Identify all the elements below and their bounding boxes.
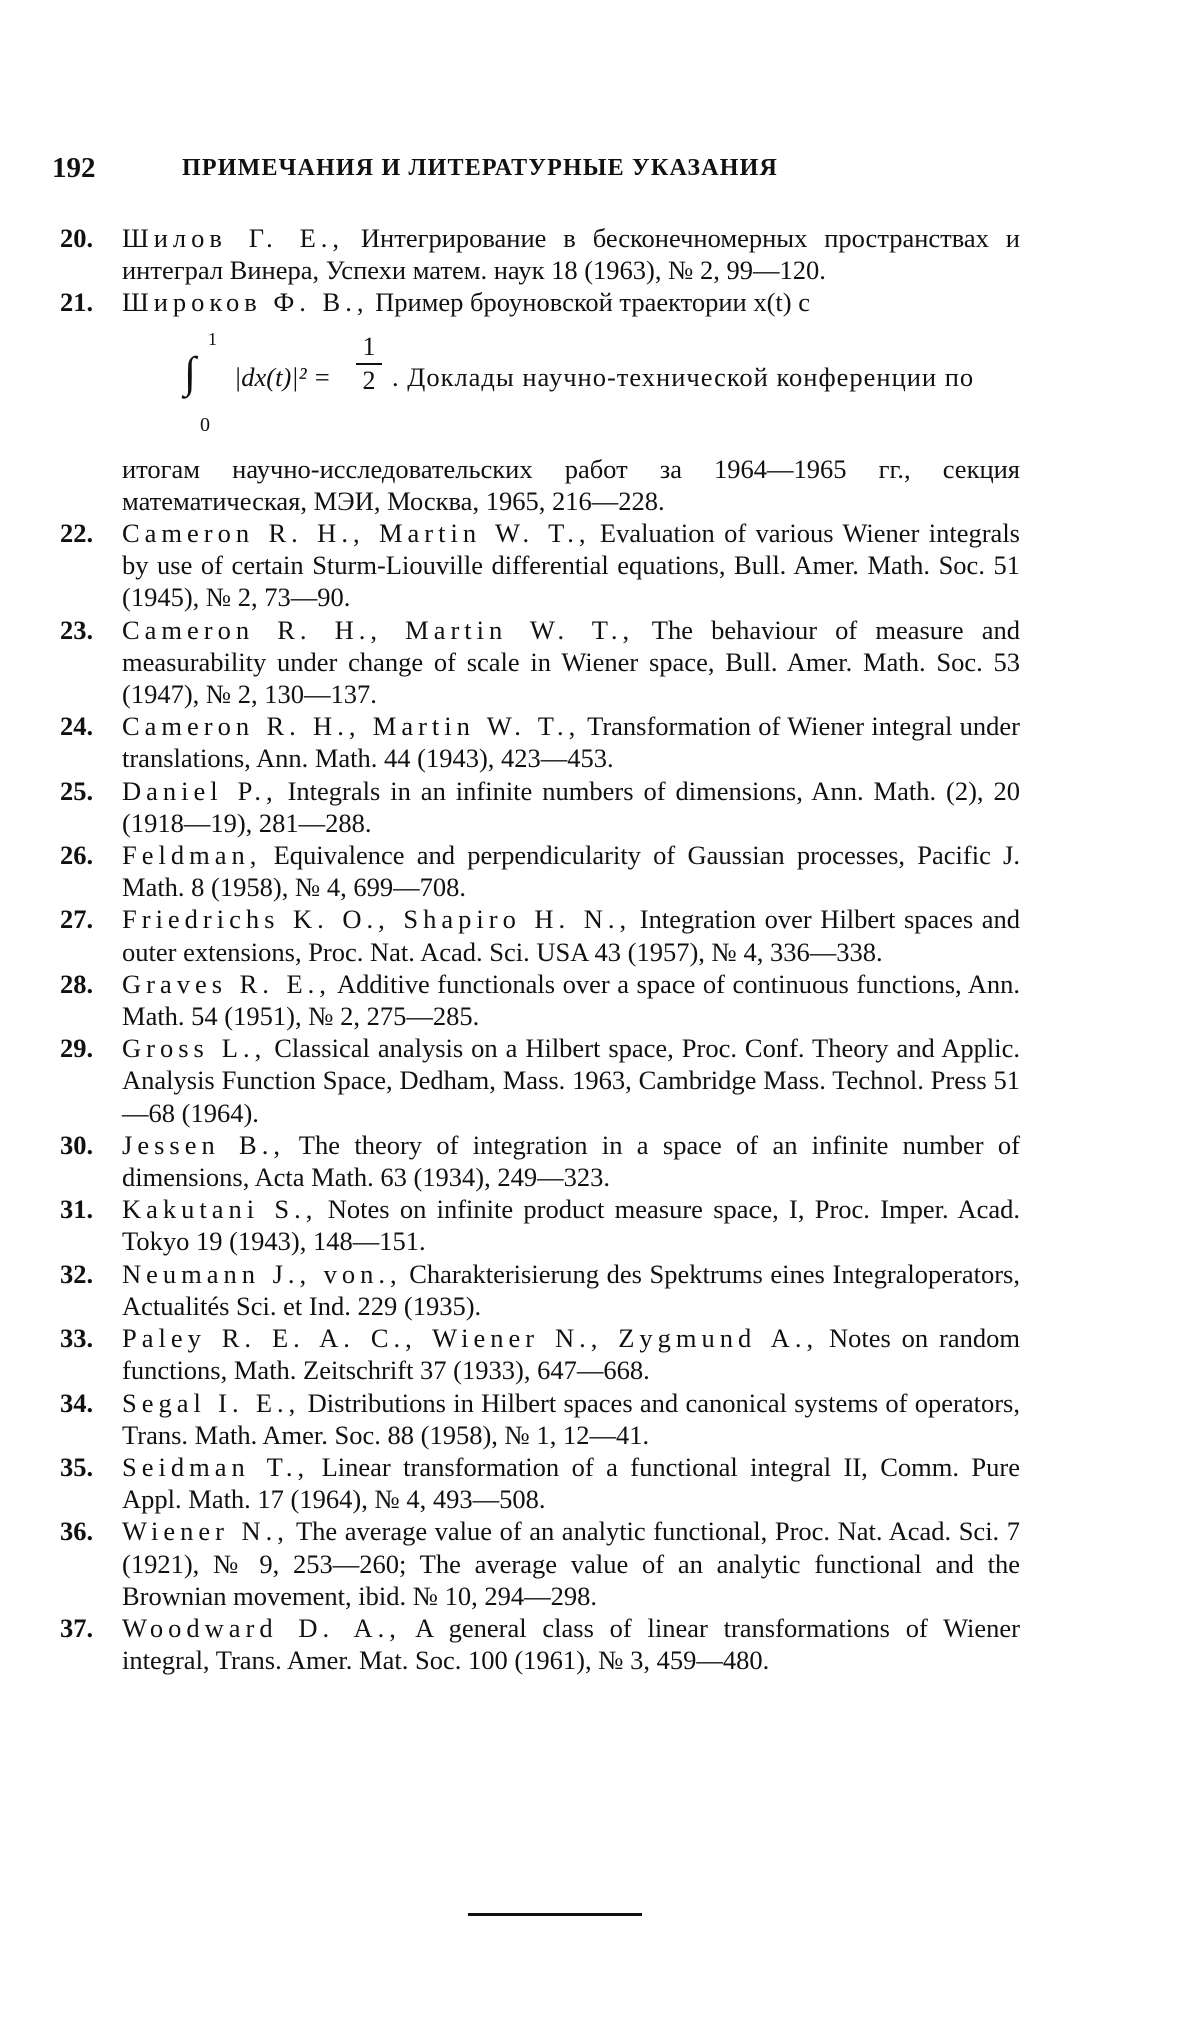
fraction-one-half [356,333,382,395]
reference-author: Daniel P., [122,775,278,806]
reference-31 [60,1193,1020,1257]
reference-22 [60,517,1020,614]
reference-text: Classical analysis on a Hilbert space, Proc. Conf. Theory and Applic. Analysis Function Space, Dedham, Mass. 1963, Cambridge Mass. Technol. Press 51—68 (1964). [122,1033,1020,1128]
reference-number: 37. [60,1612,94,1643]
reference-text: Notes on infinite product measure space, I, Proc. Imper. Acad. Tokyo 19 (1943), 148—151. [122,1194,1021,1257]
reference-25 [60,775,1020,839]
reference-text: Integration over Hilbert spaces and outer extensions, Proc. Nat. Acad. Sci. USA 43 (1957), № 4, 336—338. [122,904,1020,967]
page-number: 192 [52,152,96,184]
reference-text: Equivalence and perpendicularity of Gaussian processes, Pacific J. Math. 8 (1958), № 4, 699—708. [122,840,1020,903]
reference-text: Additive functionals over a space of continuous functions, Ann. Math. 54 (1951), № 2, 275—285. [122,968,1020,1032]
reference-author: Kakutani S., [122,1194,318,1225]
reference-text: Linear transformation of a functional integral II, Comm. Pure Appl. Math. 17 (1964), № 4, 493—508. [122,1451,1020,1515]
reference-author: Cameron R. H., Martin W. T., [122,518,591,549]
reference-text: The theory of integration in a space of an infinite number of dimensions, Acta Math. 63 (1934), 249—323. [122,1129,1020,1193]
reference-author: Cameron R. H., Martin W. T., [122,711,581,742]
reference-number: 22. [60,518,94,549]
reference-number: 32. [60,1258,94,1289]
reference-author: Seidman T., [122,1451,310,1482]
reference-text: Distributions in Hilbert spaces and canonical systems of operators, Trans. Math. Amer. Soc. 88 (1958), № 1, 12—41. [122,1387,1020,1450]
reference-number: 20. [60,223,94,253]
reference-23 [60,614,1020,711]
reference-number: 23. [60,614,94,645]
reference-number: 34. [60,1387,94,1418]
reference-author: Jessen B., [122,1129,285,1160]
reference-author: Feldman, [122,840,262,871]
reference-number: 27. [60,904,94,935]
reference-27 [60,903,1020,967]
reference-32 [60,1258,1020,1322]
reference-text: Evaluation of various Wiener integrals by use of certain Sturm-Liouville differential equations, Bull. Amer. Math. Soc. 51 (1945), № 2, 73—90. [122,518,1020,613]
reference-author: Cameron R. H., Martin W. T., [122,614,635,645]
reference-21 [60,286,1020,517]
reference-text: Интегрирование в бесконечномерных пространствах и интеграл Винера, Успехи матем. наук 18 (1963), № 2, 99—120. [122,223,1020,286]
reference-number: 29. [60,1033,94,1064]
reference-author: Широков Ф. В., [122,287,369,318]
reference-30 [60,1129,1020,1193]
page-header [52,152,1052,192]
fraction-bar [356,363,382,365]
reference-author: Paley R. E. A. C., Wiener N., Zygmund A., [122,1323,819,1354]
reference-number: 36. [60,1516,94,1547]
reference-author: Шилов Г. Е., [122,223,345,253]
reference-list [60,222,1020,1676]
reference-24 [60,710,1020,774]
fraction-denominator: 2 [362,365,376,395]
reference-text: Charakterisierung des Spektrums eines Integraloperators, Actualités Sci. et Ind. 229 (1935). [122,1258,1020,1321]
reference-author: Friedrichs K. O., Shapiro H. N., [122,904,632,935]
fraction-numerator: 1 [362,331,376,361]
reference-35 [60,1451,1020,1515]
formula-trailing-text: . Доклады научно-технической конференции по [392,361,975,392]
reference-number: 28. [60,968,94,999]
reference-text: A general class of linear transformations of Wiener integral, Trans. Amer. Mat. Soc. 100 (1961), № 3, 459—480. [122,1612,1020,1676]
reference-author: Segal I. E., [122,1387,301,1418]
reference-number: 24. [60,711,94,742]
reference-number: 30. [60,1129,94,1160]
reference-text: Integrals in an infinite numbers of dimensions, Ann. Math. (2), 20 (1918—19), 281—288. [122,775,1020,838]
integral-sign: ∫ [184,347,197,397]
reference-number: 31. [60,1194,94,1225]
reference-author: Gross L., [122,1033,267,1064]
integral-formula [122,323,1020,451]
integrand: |dx(t)|² = [234,361,332,392]
reference-text-continuation: итогам научно-исследовательских работ за 1964—1965 гг., секция математическая, МЭИ, Москва, 1965, 216—228. [122,453,1020,516]
reference-author: Graves R. E., [122,968,331,999]
integral-lower-limit: 0 [200,413,210,436]
reference-37 [60,1612,1020,1676]
reference-number: 21. [60,287,94,318]
reference-number: 26. [60,840,94,871]
reference-26 [60,839,1020,903]
reference-text: The behaviour of measure and measurability under change of scale in Wiener space, Bull. Amer. Math. Soc. 53 (1947), № 2, 130—137. [122,614,1020,710]
reference-text: The average value of an analytic functional, Proc. Nat. Acad. Sci. 7 (1921), № 9, 253—260; The average value of an analytic functional and the Brownian movement, ibid. № 10, 294—298. [122,1516,1020,1611]
reference-33 [60,1322,1020,1386]
reference-author: Neumann J., von., [122,1258,402,1289]
running-head: ПРИМЕЧАНИЯ И ЛИТЕРАТУРНЫЕ УКАЗАНИЯ [182,155,779,181]
reference-number: 33. [60,1323,94,1354]
reference-text: Transformation of Wiener integral under translations, Ann. Math. 44 (1943), 423—453. [122,711,1020,774]
reference-34 [60,1387,1020,1451]
reference-text: Notes on random functions, Math. Zeitschrift 37 (1933), 647—668. [122,1323,1020,1386]
reference-number: 35. [60,1451,94,1482]
reference-28 [60,968,1020,1032]
reference-29 [60,1032,1020,1129]
reference-author: Woodward D. A., [122,1612,401,1643]
integral-upper-limit: 1 [208,328,217,349]
reference-number: 25. [60,775,94,806]
reference-20 [60,222,1020,286]
end-rule [468,1913,642,1916]
reference-text: Пример броуновской траектории x(t) с [368,287,810,318]
reference-36 [60,1515,1020,1612]
reference-author: Wiener N., [122,1516,289,1547]
